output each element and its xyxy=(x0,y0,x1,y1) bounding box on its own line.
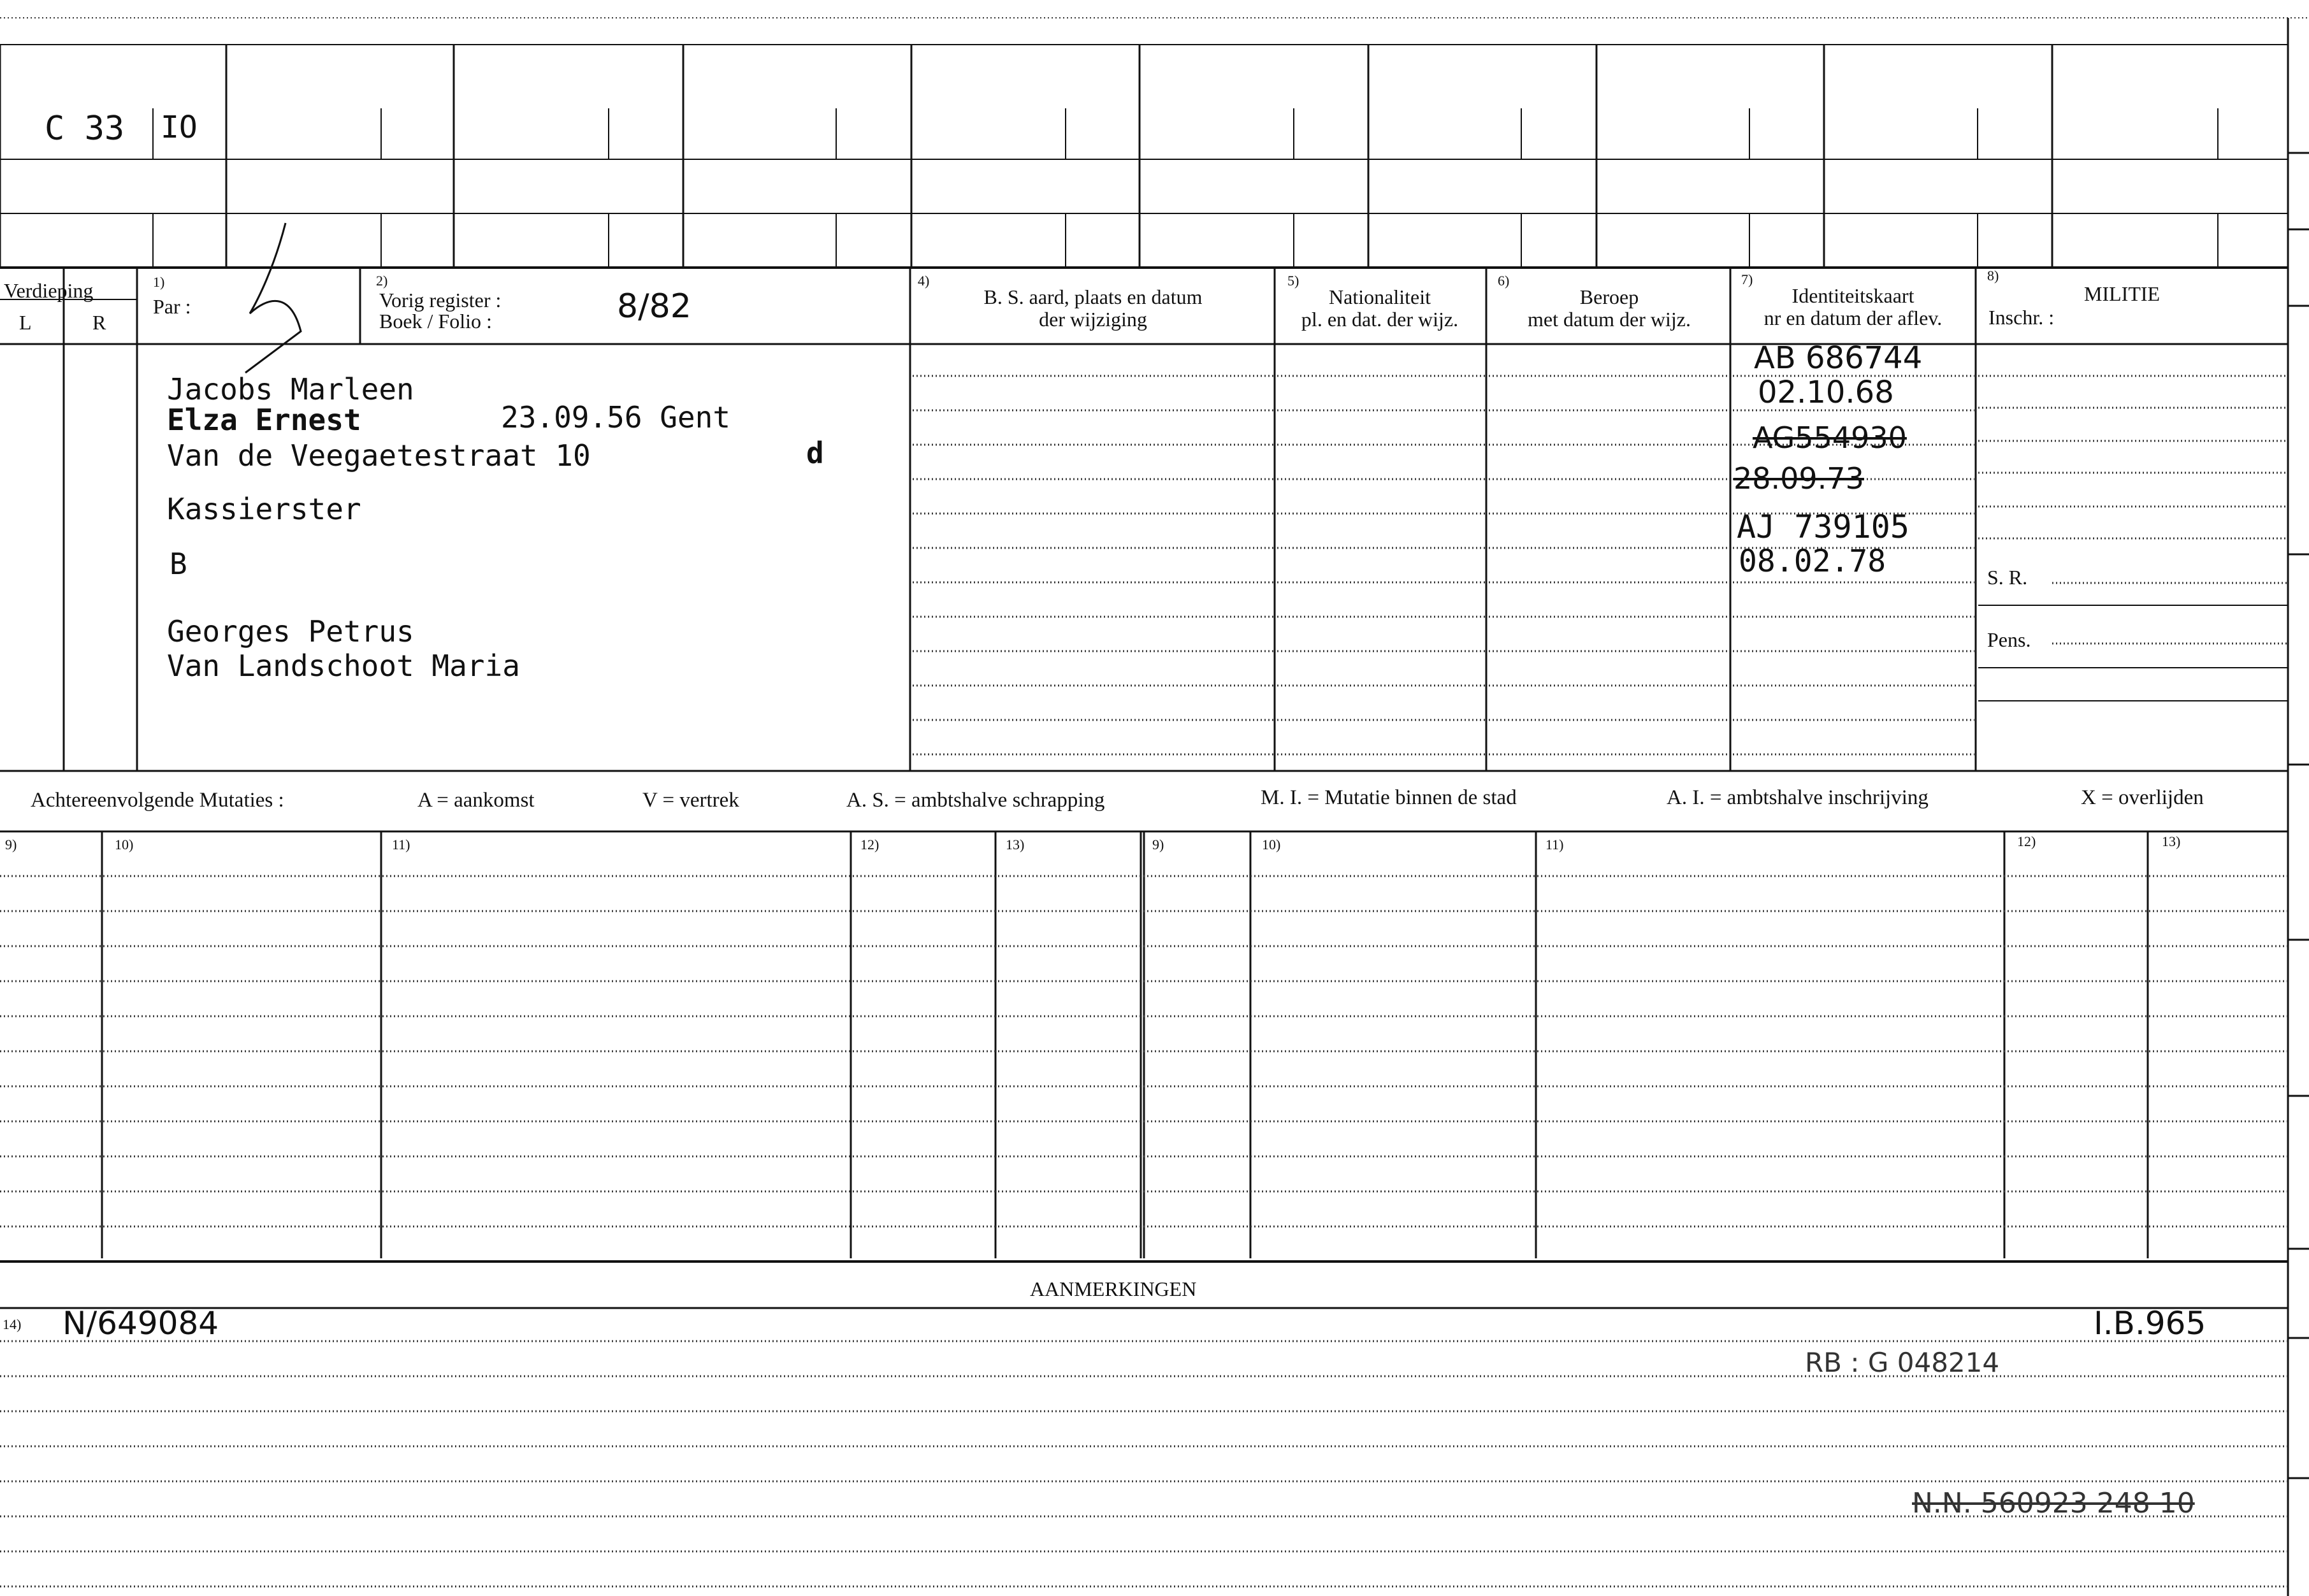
legend-overlijden: X = overlijden xyxy=(2081,786,2204,809)
address: Van de Veegaetestraat 10 xyxy=(167,438,591,473)
father-name: Georges Petrus xyxy=(167,614,414,649)
militie-label: MILITIE xyxy=(2084,282,2161,305)
vorig-register-label: Vorig register : xyxy=(379,289,502,312)
col5-header-line2: pl. en dat. der wijz. xyxy=(1301,308,1459,331)
boek-folio-value: 8/82 xyxy=(617,287,691,326)
floor-left-label: L xyxy=(19,311,32,334)
col8-field-number: 8) xyxy=(1987,268,1999,284)
mutation-col-10-left: 10) xyxy=(115,837,134,852)
remarks-rb-number: RB : G 048214 xyxy=(1805,1347,2000,1378)
col5-field-number: 5) xyxy=(1287,273,1299,289)
col7-field-number: 7) xyxy=(1741,271,1753,287)
vorig-register-field-number: 2) xyxy=(376,273,388,289)
sr-label: S. R. xyxy=(1987,566,2028,589)
person-name: Jacobs Marleen xyxy=(167,372,414,406)
remarks-national-number: N.N. 560923 248 10 xyxy=(1912,1487,2195,1520)
mutation-col-9-right: 9) xyxy=(1152,837,1164,852)
pens-label: Pens. xyxy=(1987,628,2031,651)
col7-header-line1: Identiteitskaart xyxy=(1791,284,1915,307)
card-code: C 33 xyxy=(45,110,125,148)
legend-ambtshalve-schrapping: A. S. = ambtshalve schrapping xyxy=(846,789,1105,812)
col4-field-number: 4) xyxy=(918,273,930,289)
mutation-col-13-left: 13) xyxy=(1006,837,1025,852)
legend-vertrek: V = vertrek xyxy=(642,789,739,812)
mutation-col-9-left: 9) xyxy=(5,837,17,852)
mutation-col-13-right: 13) xyxy=(2162,833,2181,849)
verdieping-label: Verdieping xyxy=(4,279,94,302)
remarks-field-number: 14) xyxy=(3,1316,22,1332)
floor-right-label: R xyxy=(92,311,106,334)
remarks-ib-number: I.B.965 xyxy=(2094,1305,2206,1342)
col5-header-line1: Nationaliteit xyxy=(1329,285,1431,308)
legend-ambtshalve-inschrijving: A. I. = ambtshalve inschrijving xyxy=(1667,786,1929,809)
mutation-col-11-left: 11) xyxy=(392,837,410,852)
nationality-code: B xyxy=(170,547,187,581)
par-label: Par : xyxy=(153,295,191,318)
father-or-spouse-name: Elza Ernest xyxy=(167,403,361,437)
col6-field-number: 6) xyxy=(1498,273,1510,289)
col6-header-line2: met datum der wijz. xyxy=(1528,308,1691,331)
mutation-col-12-right: 12) xyxy=(2017,833,2036,849)
par-handwritten-mark xyxy=(245,223,301,373)
id-card-1-number: AB 686744 xyxy=(1754,340,1923,376)
card-sub-code: IO xyxy=(161,110,198,145)
mutation-col-12-left: 12) xyxy=(860,837,879,852)
col4-header-line2: der wijziging xyxy=(1039,308,1147,331)
id-card-2-date: 28.09.73 xyxy=(1734,461,1864,496)
mutation-col-10-right: 10) xyxy=(1262,837,1281,852)
id-card-1-date: 02.10.68 xyxy=(1758,375,1894,410)
birth-date-place: 23.09.56 Gent xyxy=(501,400,731,435)
mutation-col-11-right: 11) xyxy=(1545,837,1564,852)
col6-header-line1: Beroep xyxy=(1579,285,1639,308)
mother-name: Van Landschoot Maria xyxy=(167,649,520,683)
profession: Kassierster xyxy=(167,492,361,526)
col4-header-line1: B. S. aard, plaats en datum xyxy=(983,285,1203,308)
marital-mark: d xyxy=(806,436,824,470)
legend-aankomst: A = aankomst xyxy=(417,789,535,812)
mutations-title: Achtereenvolgende Mutaties : xyxy=(31,789,284,812)
par-field-number: 1) xyxy=(153,274,165,290)
col7-header-line2: nr en datum der aflev. xyxy=(1763,306,1943,329)
id-card-3-number: AJ 739105 xyxy=(1737,508,1909,545)
inschr-label: Inschr. : xyxy=(1988,306,2055,329)
boek-folio-label: Boek / Folio : xyxy=(379,310,492,333)
legend-mutatie-binnen-stad: M. I. = Mutatie binnen de stad xyxy=(1261,786,1517,809)
id-card-3-date: 08.02.78 xyxy=(1739,543,1886,579)
remarks-n-number: N/649084 xyxy=(62,1305,219,1342)
aanmerkingen-heading: AANMERKINGEN xyxy=(1030,1277,1197,1300)
id-card-2-number: AG554930 xyxy=(1753,421,1907,455)
